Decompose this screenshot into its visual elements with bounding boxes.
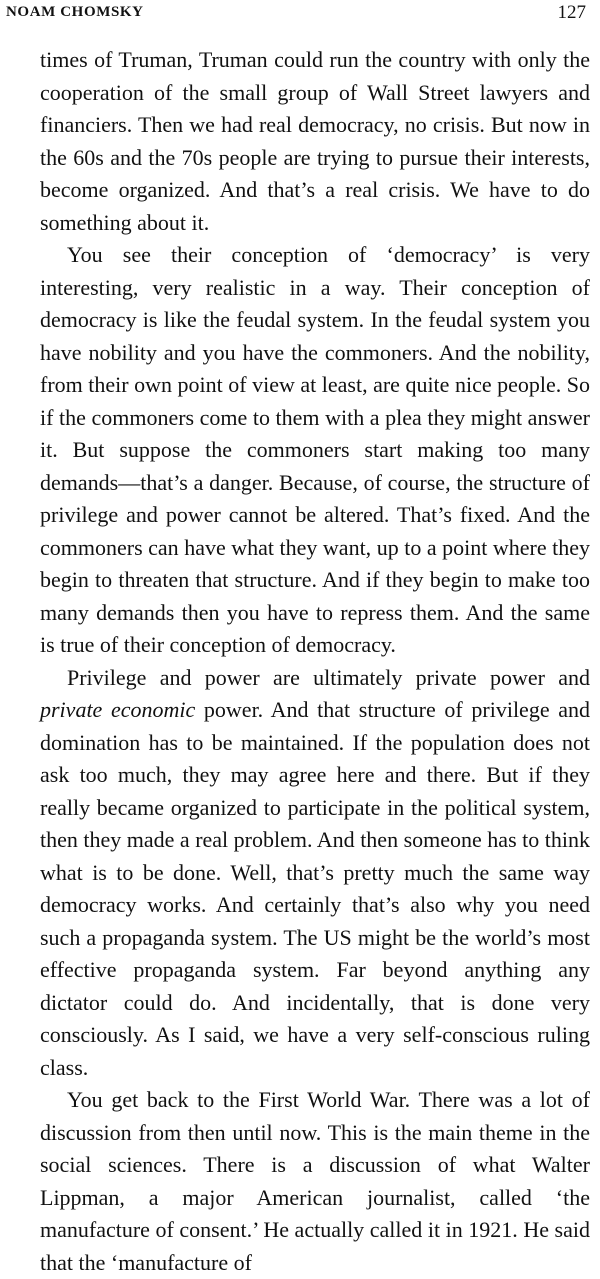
page-number: 127 bbox=[557, 2, 586, 23]
running-head: NOAM CHOMSKY bbox=[6, 4, 144, 20]
page-header bbox=[6, 2, 586, 26]
body-text bbox=[40, 44, 590, 1279]
paragraph-privilege-text-b: power. And that structure of privilege and domination has to be maintained. If the population does not ask too much, they may agree here and there. But if they really became organized to participate in the political system, then they made a real problem. And then someone has to think what is to be done. Well, that’s pretty much the same way democracy works. And certainly that’s also why you need such a propaganda system. The US might be the world’s most effective propaganda system. Far beyond anything any dictator could do. And incidentally, that is done very consciously. As I said, we have a very self-conscious ruling class. bbox=[40, 697, 590, 1080]
paragraph-democracy-conception: You see their conception of ‘democracy’ is very interesting, very realistic in a way. Their conception of democracy is like the feudal system. In the feudal system you have nobility and you have the commoners. And the nobility, from their own point of view at least, are quite nice people. So if the commoners come to them with a plea they might answer it. But suppose the commoners start making too many demands—that’s a danger. Because, of course, the structure of privilege and power cannot be altered. That’s fixed. And the commoners can have what they want, up to a point where they begin to threaten that structure. And if they begin to make too many demands then you have to repress them. And the same is true of their conception of democracy. bbox=[40, 242, 590, 657]
paragraph-privilege-power bbox=[40, 662, 590, 1085]
paragraph-continued: times of Truman, Truman could run the country with only the cooperation of the small group of Wall Street lawyers and financiers. Then we had real democracy, no crisis. But now in the 60s and the 70s people are trying to pursue their interests, become organized. And that’s a real crisis. We have to do something about it. bbox=[40, 47, 590, 235]
paragraph-first-world-war: You get back to the First World War. There was a lot of discussion from then until now. This is the main theme in the social sciences. There is a discussion of what Walter Lippman, a major American journalist, called ‘the manufacture of consent.’ He actually called it in 1921. He said that the ‘manufacture of bbox=[40, 1087, 590, 1275]
paragraph-privilege-text-a: Privilege and power are ultimately private power and bbox=[67, 664, 590, 690]
emphasis-private-economic: private economic bbox=[40, 697, 196, 722]
